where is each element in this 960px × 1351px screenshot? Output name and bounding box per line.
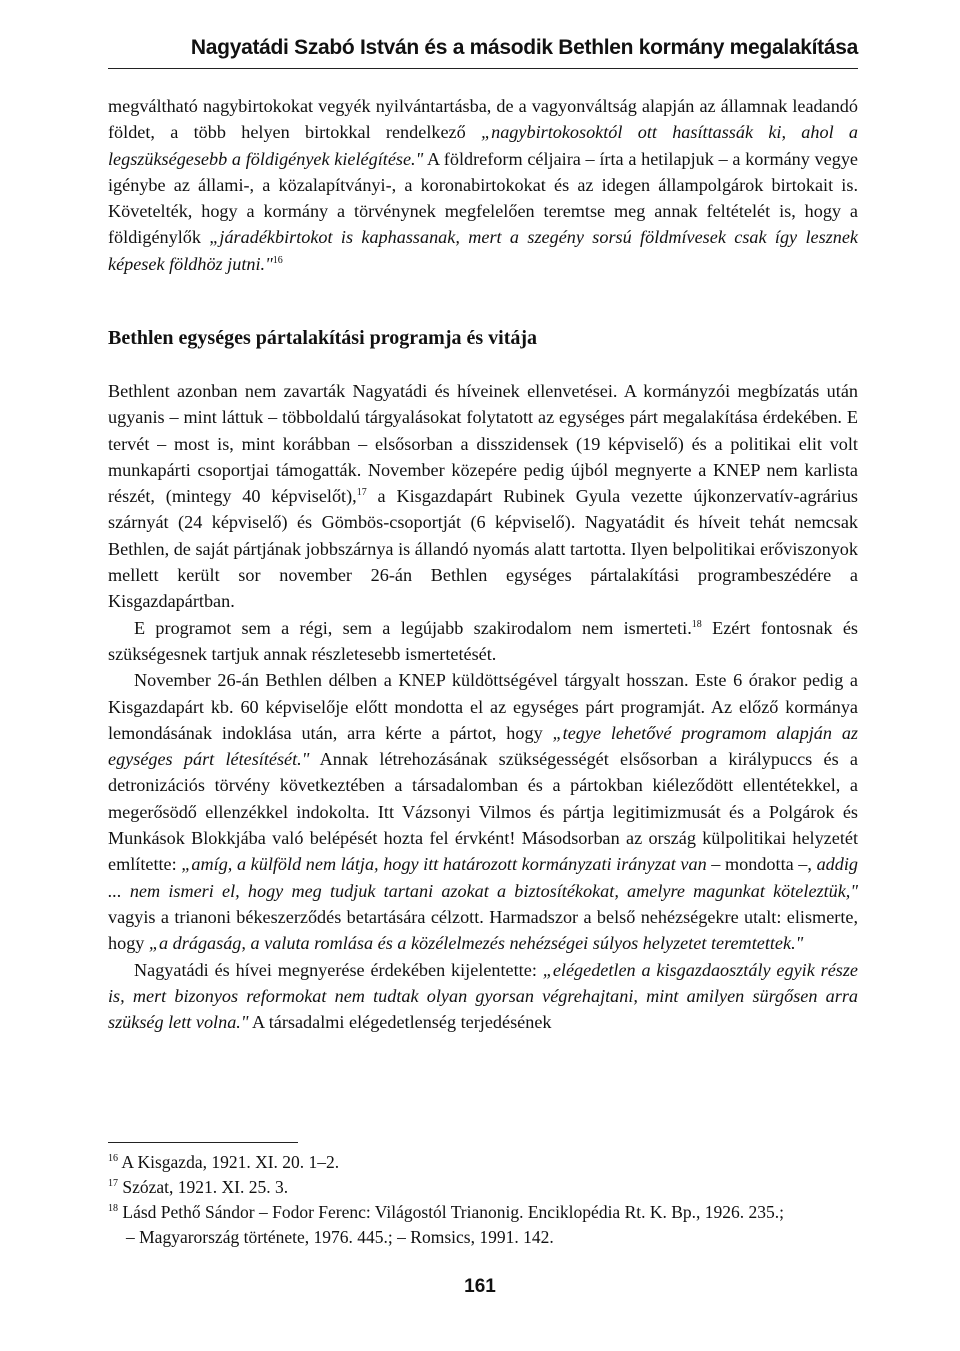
- footnote-ref: 16: [272, 254, 283, 266]
- footnote-ref: 18: [691, 618, 702, 630]
- header-rule: [108, 68, 858, 69]
- footnote-18: [108, 1200, 858, 1225]
- footnote-number: 18: [108, 1203, 118, 1214]
- footnote-ref: 17: [356, 487, 367, 499]
- quote-italic: „járadékbirtokot is kaphassanak, mert a szegény sorsú földmívesek csak így lesznek képesek földhöz jutni.": [108, 227, 858, 274]
- footnote-text: Lásd Pethő Sándor – Fodor Ferenc: Világostól Trianonig. Enciklopédia Rt. K. Bp., 1926. 235.;: [122, 1202, 785, 1222]
- text-run: A társadalmi elégedetlenség terjedésének: [248, 1012, 552, 1033]
- quote-italic: „elégedetlen a kisgazdaosztály egyik része is, mert bizonyos reformokat nem tudtak olyan gyorsan végrehajtani, mint amilyen sürgősen arra szükség lett volna.": [108, 959, 859, 1033]
- footnote-16: [108, 1150, 858, 1175]
- text-run: A földreform céljaira – írta a hetilapjuk – a kormány vegye igénybe az állami-, a közalapítványi-, a koronabirtokokat és az idegen állampolgárok birtokait is. Követelték, hogy a kormány a törvénynek megfelelően teremtse meg annak feltételét is, hogy a földigénylők: [108, 148, 859, 248]
- footnotes: [108, 1150, 858, 1250]
- footnote-rule: [108, 1142, 298, 1143]
- footnote-text: Szózat, 1921. XI. 25. 3.: [122, 1177, 289, 1197]
- text-run: Nagyatádi és hívei megnyerése érdekében kijelentette:: [134, 959, 543, 980]
- footnote-number: 17: [108, 1178, 118, 1189]
- text-run: megváltható nagybirtokokat vegyék nyilvántartásba, de a vagyonváltság alapján az államnak leadandó földet, a több helyen birtokkal rendelkező: [108, 96, 858, 143]
- page-number: 161: [464, 1276, 496, 1297]
- footnote-18-continued: – Magyarország története, 1976. 445.; – Romsics, 1991. 142.: [126, 1227, 554, 1247]
- paragraph: [108, 378, 858, 615]
- text-run: Annak létrehozásának szükségességét elsősorban a királypuccs és a detronizációs törvény következtében a társadalomban és a pártokban kiéleződött ellentétekkel, a megerősödő ellenzékkel indokolta. Itt Vázsonyi Vilmos és pártja legitimizmusát és a Polgárok és Munkások Blokkjába való belépését hozta fel érvként! Másodsorban az ország külpolitikai helyzetét említette:: [108, 749, 858, 875]
- quote-italic: „tegye lehetővé programom alapján az egységes párt létesítését.": [108, 722, 859, 770]
- text-run: November 26-án Bethlen délben a KNEP küldöttségével tárgyalt hosszan. Este 6 órakor pedig a Kisgazdapárt kb. 60 képviselője előtt mondotta el az egységes párt programját. Az előző kormánya lemondásának indoklása után, arra kérte a pártot, hogy: [108, 670, 858, 743]
- quote-italic: „a drágaság, a valuta romlása és a közélelmezés nehézségei súlyos helyzetet teremtettek.": [148, 933, 804, 954]
- paragraph: [108, 615, 858, 668]
- footnote-number: 16: [108, 1153, 118, 1164]
- section-body: [108, 378, 858, 1035]
- text-run: E programot sem a régi, sem a legújabb szakirodalom nem ismerteti.: [134, 617, 692, 638]
- running-header: Nagyatádi Szabó István és a második Bethlen kormány megalakítása: [190, 36, 858, 59]
- footnote-17: [108, 1175, 858, 1200]
- section-heading: Bethlen egységes pártalakítási programja és vitája: [108, 327, 538, 349]
- text-run: a Kisgazdapárt Rubinek Gyula vezette újkonzervatív-agrárius szárnyát (24 képviselő) és Gömbös-csoportját (6 képviselő). Nagyatádit és híveit tehát nemcsak Bethlen, de saját pártjának jobbszárnya is állandó nyomás alatt tartotta. Ilyen belpolitikai erőviszonyok mellett került sor november 26-án Bethlen egységes pártalakítási programbeszédére a Kisgazdapártban.: [108, 486, 858, 612]
- quote-italic: „amíg, a külföld nem látja, hogy itt határozott kormányzati irányzat van: [181, 854, 707, 875]
- text-run: Bethlent azonban nem zavarták Nagyatádi és híveinek ellenvetései. A kormányzói megbízatás után ugyanis – mint láttuk – többoldalú tárgyalásokat folytatott az egységes párt megalakítása érdekében. E tervét – most is, mint korábban – elsősorban a disszidensek (19 képviselő) és a politikai elit volt munkapárti csoportjai támogatták. November közepére pedig újból megnyerte a KNEP nem karlista részét, (mintegy 40 képviselőt),: [108, 381, 858, 507]
- paragraph: [108, 957, 858, 1036]
- text-run: Ezért fontosnak és szükségesnek tartjuk annak részletesebb ismertetését.: [108, 617, 858, 664]
- paragraph-continuation: [108, 93, 858, 277]
- text-run: vagyis a trianoni békeszerződés betartására célzott. Harmadszor a belső nehézségekre utalt: elismerte, hogy: [108, 906, 858, 954]
- quote-italic: addig ... nem ismeri el, hogy meg tudjuk tartani azokat a biztosítékokat, amelyre magunkat köteleztük,": [108, 854, 858, 901]
- footnote-text: A Kisgazda, 1921. XI. 20. 1–2.: [121, 1152, 340, 1172]
- text-run: – mondotta –,: [706, 854, 817, 875]
- paragraph: [108, 667, 858, 956]
- quote-italic: „nagybirtokosoktól ott hasíttassák ki, ahol a legszükségesebb a földigények kielégítése.": [108, 122, 859, 169]
